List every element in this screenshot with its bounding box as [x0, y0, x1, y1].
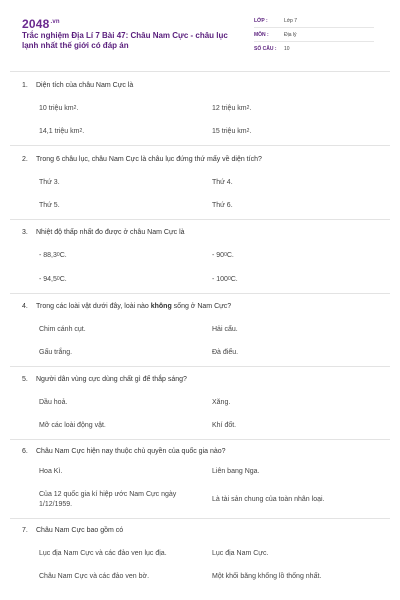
page-title: Trắc nghiệm Địa Lí 7 Bài 47: Châu Nam Cực - châu lục lạnh nhất thế giới có đáp án: [22, 31, 228, 50]
answer-option[interactable]: Hoa Kì.: [39, 468, 63, 475]
meta-grade-value: Lớp 7: [284, 18, 298, 24]
page-header: [0, 0, 400, 70]
answer-option[interactable]: Mỡ các loài động vật.: [39, 422, 106, 429]
answer-option[interactable]: - $90^0C$.: [212, 252, 234, 259]
answer-option[interactable]: Thứ 3.: [39, 179, 60, 186]
answer-option[interactable]: Đà điểu.: [212, 349, 239, 356]
answer-option[interactable]: Xăng.: [212, 399, 231, 406]
answer-option[interactable]: Châu Nam Cực và các đảo ven bờ.: [39, 573, 150, 580]
answer-option[interactable]: Là tài sản chung của toàn nhân loại.: [212, 496, 325, 503]
answer-option[interactable]: 15 triệu $km^2$.: [212, 128, 252, 135]
answer-option[interactable]: Thứ 5.: [39, 202, 60, 209]
answer-option[interactable]: Một khối băng khổng lồ thống nhất.: [212, 573, 322, 580]
answer-option[interactable]: - 94,5$^0$C.: [39, 276, 67, 283]
meta-subject-value: Địa lý: [284, 32, 297, 38]
answer-option[interactable]: Lục địa Nam Cực và các đảo ven lục địa.: [39, 550, 167, 557]
divider: [10, 439, 390, 440]
worksheet-page: $2048^{.vn}$ Trắc nghiệm Địa Lí 7 Bài 47: Châu Nam Cực - châu lục lạnh nhất thế giới có đáp án LỚP : Lớp 7 MÔN : Địa lý SỐ CÂU : 10 1. Diện tích của châu Nam Cực là 10 triệu $km^2$. 12 triệu $km^2$. 14,1 triệu $km^2$. 15 triệu $km^2$. 2. Trong 6 châu lục, châu Nam Cực là châu lục đứng thứ mấy về diện tích? Thứ 3. Thứ 4. Thứ 5. Thứ 6. 3. Nhiệt độ thấp nhất đo được ở châu Nam Cực là - 88,3$^0$C. - $90^0C$. - 94,5$^0$C. - $100^0C$. 4. Trong các loài vật dưới đây, loài nào không sống ở Nam Cực? Chim cánh cụt. Hải cẩu. Gấu trắng. Đà điểu. 5. Người dân vùng cực dùng chất gì để thắp sáng? Dầu hoả. Xăng. Mỡ các loài động vật. Khí đốt. 6. Châu Nam Cực hiện nay thuộc chủ quyền của quốc gia nào? Hoa Kì. Liên bang Nga. Của 12 quốc gia kí hiệp ước Nam Cực ngày 1/12/1959. Là tài sản chung của toàn nhân loại. 7. Châu Nam Cực bao gồm có Lục địa Nam Cực và các đảo ven lục địa. Lục địa Nam Cực. Châu Nam Cực và các đảo ven bờ. Một khối băng khổng lồ thống nhất.: [0, 0, 400, 600]
divider: [10, 366, 390, 367]
divider: [10, 293, 390, 294]
divider: [10, 219, 390, 220]
answer-option[interactable]: Chim cánh cụt.: [39, 326, 86, 333]
divider: [10, 518, 390, 519]
meta-count-value: 10: [284, 46, 290, 52]
answer-option[interactable]: - $100^0C$.: [212, 276, 238, 283]
divider: [10, 145, 390, 146]
answer-option[interactable]: 14,1 triệu $km^2$.: [39, 128, 85, 135]
meta-subject-label: MÔN :: [254, 32, 269, 38]
meta-grade-label: LỚP :: [254, 18, 268, 24]
answer-option[interactable]: 12 triệu $km^2$.: [212, 105, 252, 112]
answer-option[interactable]: Thứ 4.: [212, 179, 233, 186]
answer-option[interactable]: Lục địa Nam Cực.: [212, 550, 269, 557]
answer-option[interactable]: - 88,3$^0$C.: [39, 252, 67, 259]
answer-option[interactable]: Dầu hoả.: [39, 399, 68, 406]
meta-count-label: SỐ CÂU :: [254, 46, 277, 52]
site-logo[interactable]: $2048^{.vn}$: [22, 17, 60, 31]
answer-option[interactable]: Hải cẩu.: [212, 326, 238, 333]
answer-option[interactable]: Liên bang Nga.: [212, 468, 260, 475]
answer-option[interactable]: Gấu trắng.: [39, 349, 73, 356]
answer-option[interactable]: Khí đốt.: [212, 422, 237, 429]
answer-option[interactable]: 10 triệu $km^2$.: [39, 105, 79, 112]
answer-option[interactable]: Của 12 quốc gia kí hiệp ước Nam Cực ngày 1/12/1959.: [39, 491, 177, 508]
answer-option[interactable]: Thứ 6.: [212, 202, 233, 209]
divider: [10, 71, 390, 72]
